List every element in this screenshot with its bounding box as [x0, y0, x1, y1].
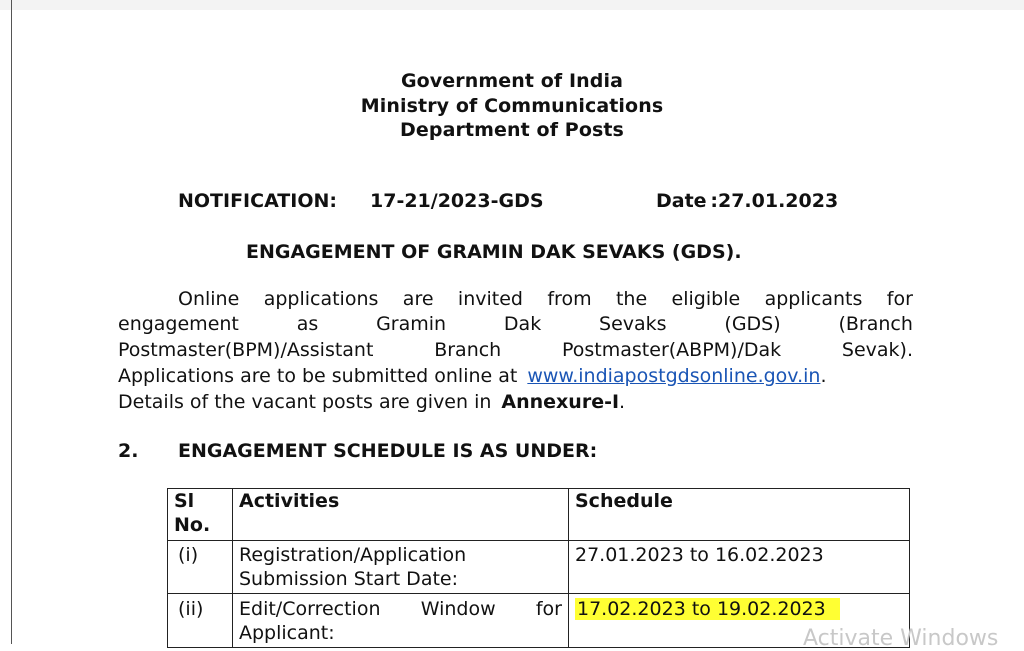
header-sl-no: Sl No. — [168, 489, 233, 541]
paragraph-word: applications — [263, 288, 379, 310]
header-ministry: Ministry of Communications — [360, 95, 664, 117]
paragraph-word: engagement — [118, 313, 239, 335]
header-department: Department of Posts — [400, 119, 624, 141]
paragraph-word: the — [615, 288, 648, 310]
paragraph-line-2 — [118, 312, 913, 336]
gds-online-link[interactable]: www.indiapostgdsonline.gov.in — [527, 365, 821, 387]
paragraph-word: as — [296, 313, 319, 335]
paragraph-word: Sevak). — [841, 339, 913, 361]
paragraph-line-5: Details of the vacant posts are given in Annexure-I. — [118, 391, 626, 413]
apply-online-text: Applications are to be submitted online at — [118, 365, 518, 387]
section-number: 2. — [118, 440, 139, 462]
row-activity: Edit/Correction Window for Applicant: — [233, 594, 569, 648]
paragraph-word: Postmaster(BPM)/Assistant — [118, 339, 374, 361]
table-header-row — [168, 489, 910, 541]
paragraph-word: eligible — [671, 288, 741, 310]
paragraph-word: Online — [178, 288, 240, 310]
paragraph-word: applicants — [764, 288, 863, 310]
window-top-band — [0, 0, 1024, 10]
date-value: 27.01.2023 — [717, 190, 839, 212]
header-government: Government of India — [400, 70, 624, 92]
subject-heading: ENGAGEMENT OF GRAMIN DAK SEVAKS (GDS). — [246, 241, 742, 263]
paragraph-word: for — [886, 288, 913, 310]
table-row — [168, 541, 910, 594]
paragraph-word: invited — [457, 288, 523, 310]
row-number: (i) — [168, 541, 233, 594]
row-number: (ii) — [168, 594, 233, 648]
table-row — [168, 594, 910, 648]
date-label: Date : — [656, 190, 718, 212]
paragraph-word: Postmaster(ABPM)/Dak — [562, 339, 782, 361]
row-schedule: 27.01.2023 to 16.02.2023 — [569, 541, 910, 594]
vacant-posts-text: Details of the vacant posts are given in — [118, 391, 492, 413]
highlighted-schedule: 17.02.2023 to 19.02.2023 — [575, 598, 840, 620]
notification-number: 17-21/2023-GDS — [370, 190, 544, 212]
paragraph-line-1 — [118, 287, 913, 311]
paragraph-line-3 — [118, 338, 913, 362]
paragraph-word: (Branch — [838, 313, 913, 335]
paragraph-word: Branch — [434, 339, 502, 361]
activate-windows-watermark: Activate Windows — [803, 626, 999, 651]
row-activity: Registration/Application Submission Start Date: — [233, 541, 569, 594]
header-schedule: Schedule — [569, 489, 910, 541]
notification-label: NOTIFICATION: — [178, 190, 337, 212]
section-title: ENGAGEMENT SCHEDULE IS AS UNDER: — [178, 440, 598, 462]
paragraph-word: from — [547, 288, 592, 310]
paragraph-word: Sevaks — [599, 313, 667, 335]
paragraph-word: Gramin — [376, 313, 447, 335]
paragraph-word: (GDS) — [724, 313, 781, 335]
engagement-schedule-table — [167, 488, 910, 648]
annexure-reference: Annexure-I — [501, 391, 620, 413]
paragraph-word: Dak — [503, 313, 542, 335]
header-activities: Activities — [233, 489, 569, 541]
paragraph-line-4: Applications are to be submitted online at www.indiapostgdsonline.gov.in. — [118, 365, 827, 387]
notification-date — [656, 190, 838, 212]
paragraph-word: are — [402, 288, 434, 310]
